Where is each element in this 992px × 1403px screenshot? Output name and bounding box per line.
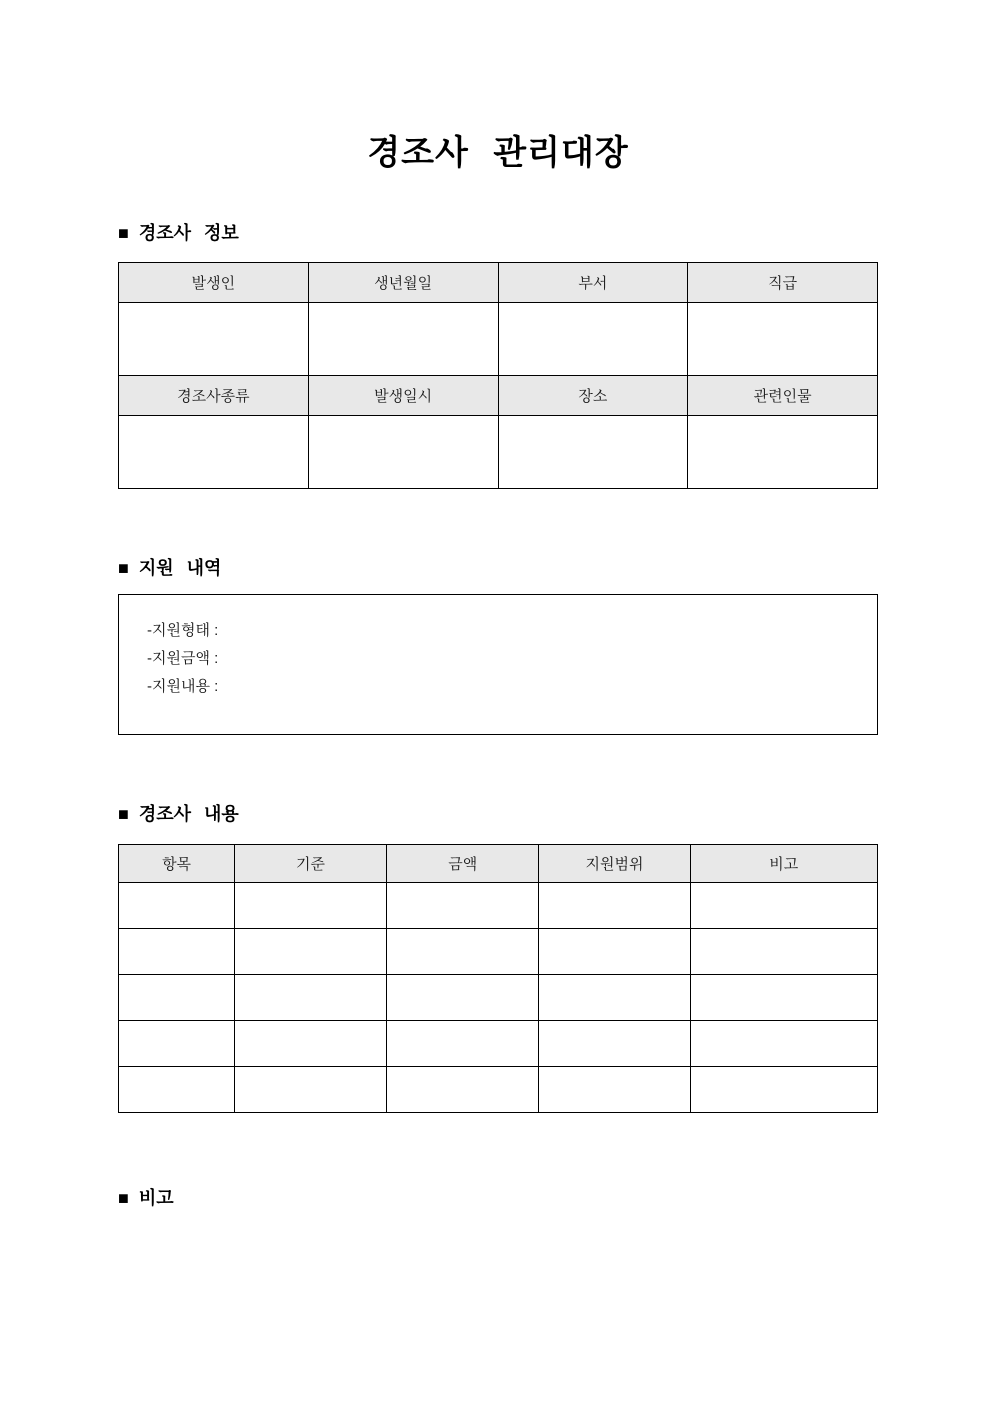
table-row bbox=[119, 883, 878, 929]
table-cell[interactable] bbox=[690, 1021, 878, 1067]
col-header-criteria: 기준 bbox=[235, 845, 387, 883]
col-header-position: 직급 bbox=[688, 263, 878, 303]
table-row bbox=[119, 1021, 878, 1067]
table-cell[interactable] bbox=[119, 929, 235, 975]
col-header-birth-date: 생년월일 bbox=[308, 263, 498, 303]
table-cell[interactable] bbox=[235, 975, 387, 1021]
table-cell[interactable] bbox=[539, 929, 690, 975]
table-cell[interactable] bbox=[235, 1067, 387, 1113]
table-cell[interactable] bbox=[235, 929, 387, 975]
table-cell[interactable] bbox=[690, 883, 878, 929]
col-header-event-datetime: 발생일시 bbox=[308, 376, 498, 416]
section-heading-event-content bbox=[118, 803, 878, 825]
table-row bbox=[119, 303, 878, 376]
col-header-place: 장소 bbox=[498, 376, 688, 416]
section-heading-text: 비고 bbox=[138, 1188, 174, 1208]
table-cell[interactable] bbox=[386, 1021, 539, 1067]
section-heading-text: 지원 내역 bbox=[138, 558, 222, 578]
support-type-label: -지원형태 : bbox=[147, 622, 219, 639]
table-cell[interactable] bbox=[119, 1067, 235, 1113]
input-cell-position[interactable] bbox=[688, 303, 878, 376]
table-header-row bbox=[119, 263, 878, 303]
table-row bbox=[119, 929, 878, 975]
section-heading-text: 경조사 정보 bbox=[138, 223, 239, 243]
table-cell[interactable] bbox=[119, 975, 235, 1021]
table-cell[interactable] bbox=[119, 1021, 235, 1067]
event-info-table bbox=[118, 262, 878, 489]
input-cell-birth-date[interactable] bbox=[308, 303, 498, 376]
col-header-support-range: 지원범위 bbox=[539, 845, 690, 883]
input-cell-place[interactable] bbox=[498, 416, 688, 489]
event-content-table bbox=[118, 844, 878, 1113]
table-cell[interactable] bbox=[386, 883, 539, 929]
col-header-related-person: 관련인물 bbox=[688, 376, 878, 416]
input-cell-department[interactable] bbox=[498, 303, 688, 376]
support-amount-label: -지원금액 : bbox=[147, 650, 219, 667]
table-cell[interactable] bbox=[386, 929, 539, 975]
table-cell[interactable] bbox=[690, 929, 878, 975]
table-cell[interactable] bbox=[386, 975, 539, 1021]
section-heading-text: 경조사 내용 bbox=[138, 804, 239, 824]
square-bullet-icon: ■ bbox=[118, 223, 129, 243]
table-cell[interactable] bbox=[119, 883, 235, 929]
col-header-note: 비고 bbox=[690, 845, 878, 883]
table-header-row bbox=[119, 845, 878, 883]
table-row bbox=[119, 1067, 878, 1113]
col-header-department: 부서 bbox=[498, 263, 688, 303]
input-cell-related-person[interactable] bbox=[688, 416, 878, 489]
table-cell[interactable] bbox=[539, 975, 690, 1021]
square-bullet-icon: ■ bbox=[118, 558, 129, 578]
document-content bbox=[118, 0, 878, 1209]
support-content-label: -지원내용 : bbox=[147, 678, 219, 695]
table-cell[interactable] bbox=[539, 1021, 690, 1067]
document-title: 경조사 관리대장 bbox=[367, 134, 629, 172]
col-header-item: 항목 bbox=[119, 845, 235, 883]
table-cell[interactable] bbox=[539, 883, 690, 929]
input-cell-event-datetime[interactable] bbox=[308, 416, 498, 489]
table-cell[interactable] bbox=[235, 1021, 387, 1067]
table-cell[interactable] bbox=[386, 1067, 539, 1113]
square-bullet-icon: ■ bbox=[118, 1188, 129, 1208]
table-cell[interactable] bbox=[539, 1067, 690, 1113]
input-cell-event-type[interactable] bbox=[119, 416, 309, 489]
support-details-box[interactable] bbox=[118, 594, 878, 735]
section-heading-support bbox=[118, 557, 878, 579]
section-heading-remarks bbox=[118, 1187, 878, 1209]
col-header-amount: 금액 bbox=[386, 845, 539, 883]
table-cell[interactable] bbox=[235, 883, 387, 929]
section-heading-event-info bbox=[118, 222, 878, 244]
table-cell[interactable] bbox=[690, 975, 878, 1021]
table-row bbox=[119, 416, 878, 489]
square-bullet-icon: ■ bbox=[118, 804, 129, 824]
table-row bbox=[119, 975, 878, 1021]
col-header-event-type: 경조사종류 bbox=[119, 376, 309, 416]
input-cell-person[interactable] bbox=[119, 303, 309, 376]
table-header-row bbox=[119, 376, 878, 416]
table-cell[interactable] bbox=[690, 1067, 878, 1113]
col-header-person: 발생인 bbox=[119, 263, 309, 303]
